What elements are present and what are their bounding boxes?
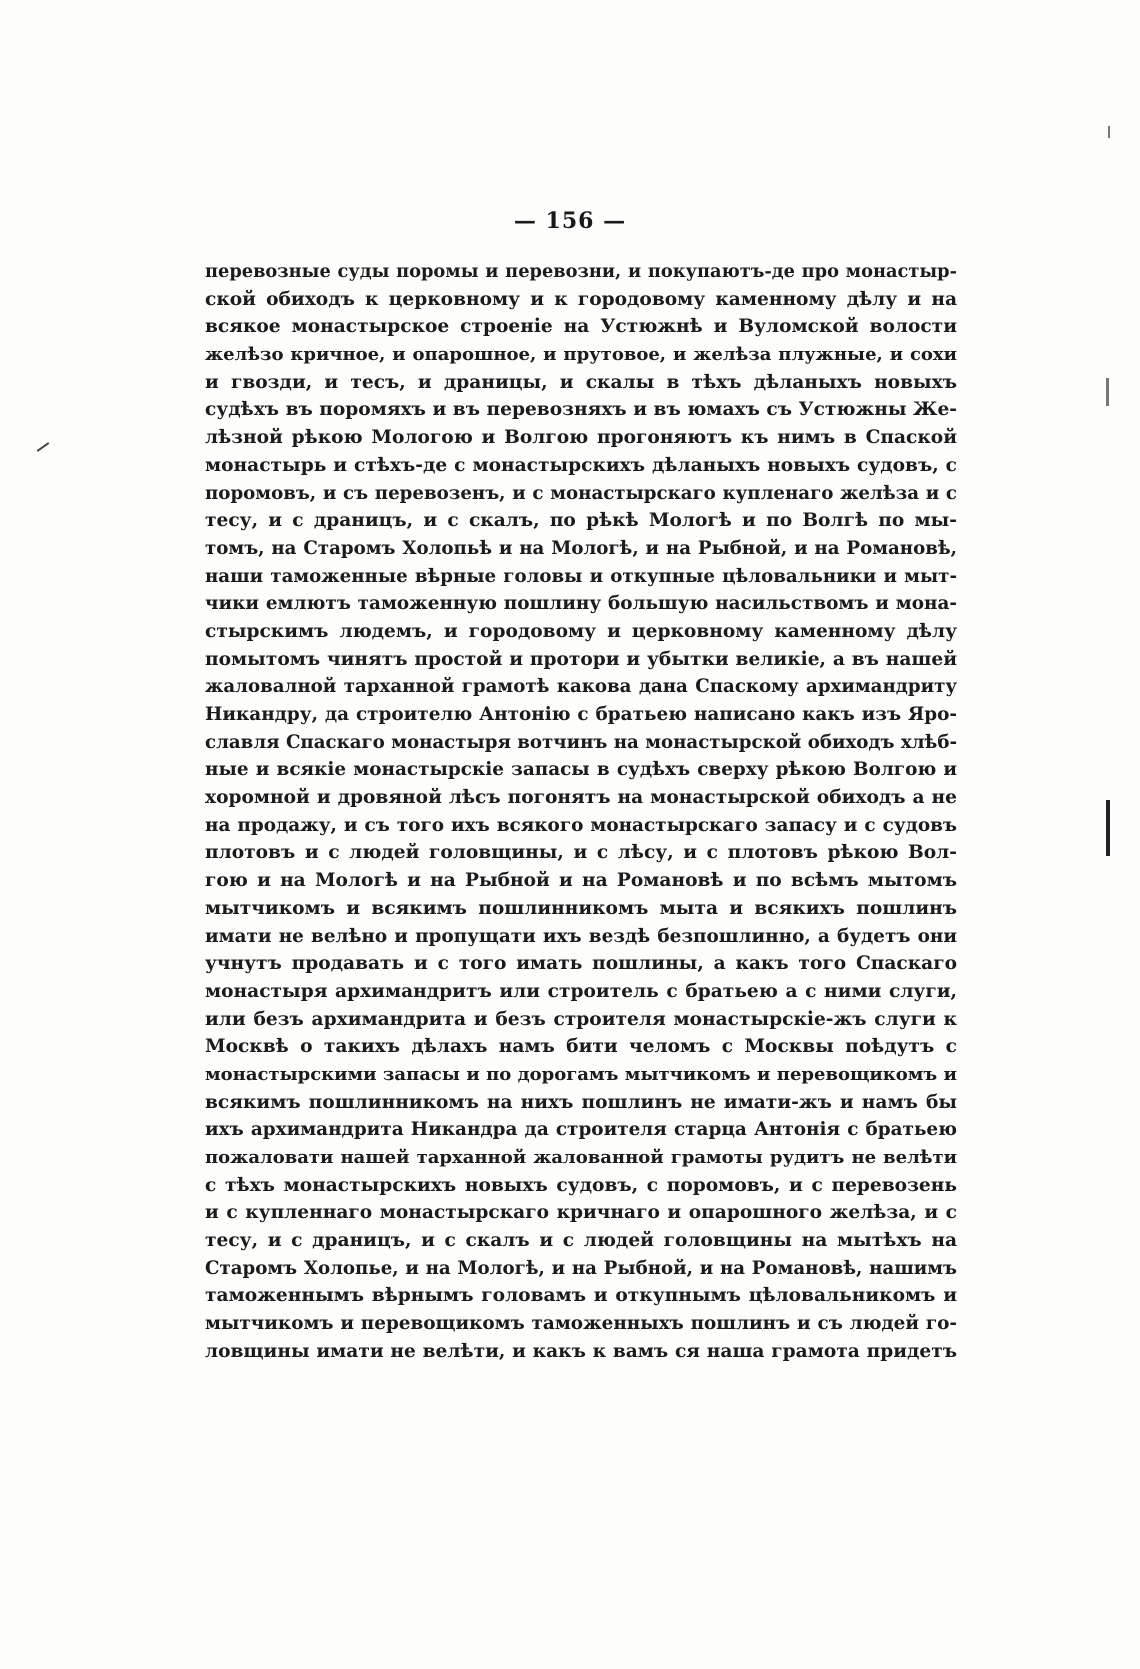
text-line: Никандру, да строителю Антонію с братьею написано какъ изъ Яро- xyxy=(205,704,957,725)
text-line: монастыря архимандритъ или строитель с братьею а с ними слуги, xyxy=(205,980,957,1002)
text-line: перевозные суды поромы и перевозни, и покупаютъ-де про монастыр- xyxy=(205,261,957,282)
text-line: и с купленнаго монастырскаго кричнаго и опарошного желѣза, и с xyxy=(205,1202,957,1224)
text-line: ской обиходъ к церковному и к городовому каменному дѣлу и на xyxy=(205,288,957,310)
body-text xyxy=(205,258,957,1366)
text-line: томъ, на Старомъ Холопьѣ и на Мологѣ, и на Рыбной, и на Романовѣ, xyxy=(205,537,957,559)
text-line: стырскимъ людемъ, и городовому и церковному каменному дѣлу xyxy=(205,620,957,642)
text-line: мытчикомъ и перевощикомъ таможенныхъ пошлинъ и съ людей го- xyxy=(205,1313,957,1335)
scan-edge-mark xyxy=(1108,126,1110,138)
text-line: монастырь и стѣхъ-де с монастырскихъ дѣланыхъ новыхъ судовъ, с xyxy=(205,454,957,476)
text-line: тесу, и с драницъ, и с скалъ, по рѣкѣ Мологѣ и по Волгѣ по мы- xyxy=(205,510,957,532)
text-line: ловщины имати не велѣти, и какъ к вамъ ся наша грамота придетъ xyxy=(205,1340,957,1362)
text-line: хоромной и дровяной лѣсъ погонятъ на монастырской обиходъ а не xyxy=(205,787,957,809)
text-line: судѣхъ въ поромяхъ и въ перевозняхъ и въ юмахъ съ Устюжны Же- xyxy=(205,399,957,421)
text-line: или безъ архимандрита и безъ строителя монастырскіе-жъ слуги к xyxy=(205,1008,957,1030)
text-line: жаловалной тарханной грамотѣ какова дана Спаскому архимандриту xyxy=(205,676,957,698)
text-line: таможеннымъ вѣрнымъ головамъ и откупнымъ цѣловальникомъ и xyxy=(205,1285,957,1307)
text-line: мытчикомъ и всякимъ пошлинникомъ мыта и всякихъ пошлинъ xyxy=(205,897,957,919)
scan-edge-mark xyxy=(1106,378,1109,406)
text-line: помытомъ чинятъ простой и протори и убытки великіе, а въ нашей xyxy=(205,648,957,670)
text-line: учнутъ продавать и с того имать пошлины, а какъ того Спаскаго xyxy=(205,953,957,975)
margin-pen-mark xyxy=(37,442,50,452)
text-line: и гвозди, и тесъ, и драницы, и скалы в тѣхъ дѣланыхъ новыхъ xyxy=(205,371,957,393)
text-line: всякимъ пошлинникомъ на нихъ пошлинъ не имати-жъ и намъ бы xyxy=(205,1091,957,1113)
scan-edge-mark xyxy=(1106,800,1110,856)
text-line: пожаловати нашей тарханной жалованной грамоты рудитъ не велѣти xyxy=(205,1147,957,1168)
page-number: — 156 — xyxy=(513,208,627,234)
text-line: лѣзной рѣкою Мологою и Волгою прогоняютъ къ нимъ в Спаской xyxy=(205,427,957,449)
text-line: поромовъ, и съ перевозенъ, и с монастырскаго купленаго желѣза и с xyxy=(205,482,957,504)
text-line: Старомъ Холопье, и на Мологѣ, и на Рыбной, и на Романовѣ, нашимъ xyxy=(205,1257,957,1279)
text-line: плотовъ и с людей головщины, и с лѣсу, и с плотовъ рѣкою Вол- xyxy=(205,842,957,864)
text-line: на продажу, и съ того ихъ всякого монастырскаго запасу и с судовъ xyxy=(205,814,957,836)
text-line: тесу, и с драницъ, и с скалъ и с людей головщины на мытѣхъ на xyxy=(205,1230,957,1252)
text-line: Москвѣ о такихъ дѣлахъ намъ бити челомъ с Москвы поѣдутъ с xyxy=(205,1036,957,1058)
text-line: ные и всякіе монастырскіе запасы в судѣхъ сверху рѣкою Волгою и xyxy=(205,759,957,781)
text-line: желѣзо кричное, и опарошное, и прутовое, и желѣза плужные, и сохи xyxy=(205,344,957,366)
text-line: чики емлютъ таможенную пошлину большую насильствомъ и мона- xyxy=(205,593,957,615)
text-line: гою и на Мологѣ и на Рыбной и на Романовѣ и по всѣмъ мытомъ xyxy=(205,870,957,892)
text-line: наши таможенные вѣрные головы и откупные цѣловальники и мыт- xyxy=(205,565,957,587)
text-line: ихъ архимандрита Никандра да строителя старца Антонія с братьею xyxy=(205,1119,957,1141)
text-line: с тѣхъ монастырскихъ новыхъ судовъ, с поромовъ, и с перевозень xyxy=(205,1174,957,1196)
text-line: монастырскими запасы и по дорогамъ мытчикомъ и перевощикомъ и xyxy=(205,1063,957,1085)
text-line: славля Спаскаго монастыря вотчинъ на монастырской обиходъ хлѣб- xyxy=(205,731,957,753)
text-line: имати не велѣно и пропущати ихъ вездѣ безпошлинно, а будетъ они xyxy=(205,925,957,947)
text-line: всякое монастырское строеніе на Устюжнѣ и Вуломской волости xyxy=(205,316,957,338)
